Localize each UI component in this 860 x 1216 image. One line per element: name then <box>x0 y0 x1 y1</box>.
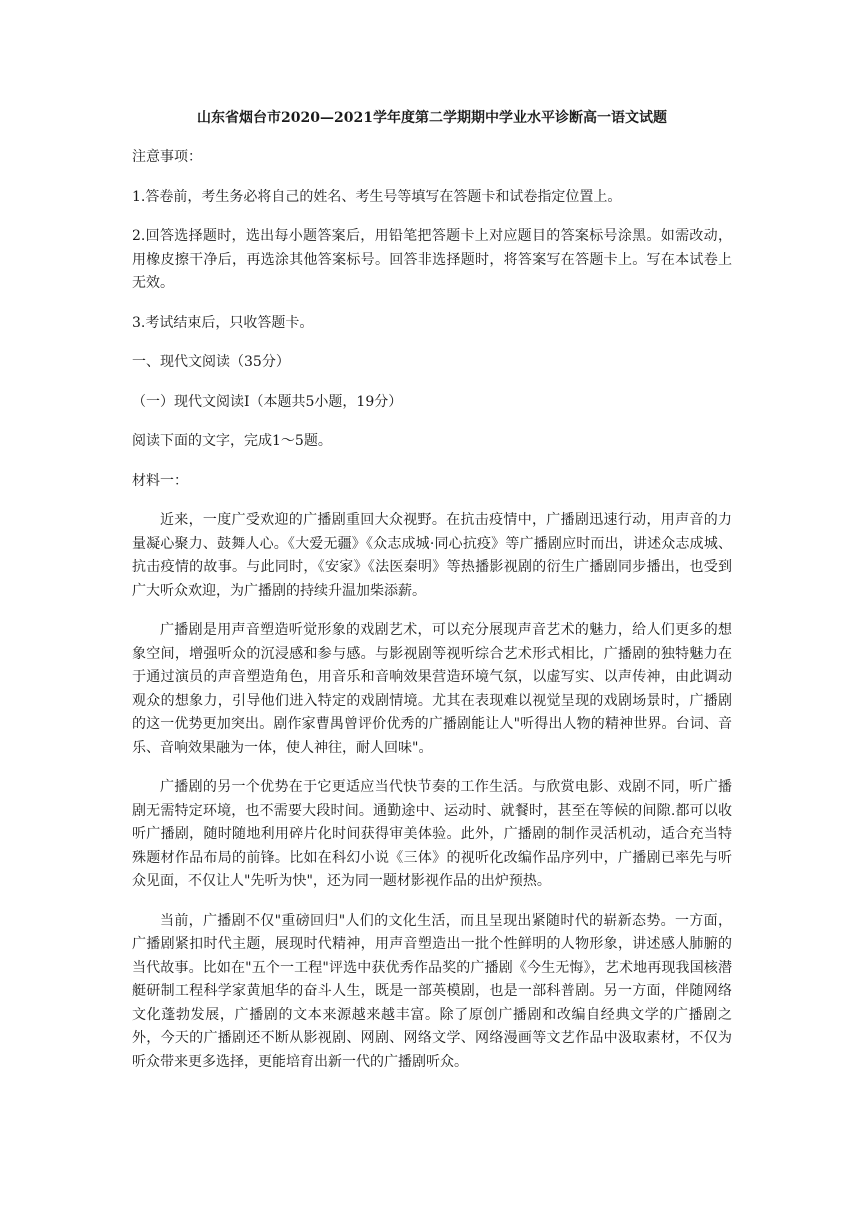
notice-item-3: 3.考试结束后，只收答题卡。 <box>132 314 314 331</box>
notice-item-1: 1.答卷前，考生务必将自己的姓名、考生号等填写在答题卡和试卷指定位置上。 <box>132 188 622 205</box>
exam-title: 山东省烟台市2020—2021学年度第二学期期中学业水平诊断高一语文试题 <box>197 110 667 126</box>
exam-page <box>132 96 732 1074</box>
material-label: 材料一： <box>132 472 188 489</box>
subsection-heading: （一）现代文阅读Ⅰ（本题共5小题，19分） <box>132 393 403 410</box>
body-paragraph-3: 广播剧的另一个优势在于它更适应当代快节奏的工作生活。与欣赏电影、戏剧不同，听广播剧无需特定环境，也不需要大段时间。通勤途中、运动时、就餐时，甚至在等候的间隙.都可以收听广播剧，随时随地利用碎片化时间获得审美体验。此外，广播剧的制作灵活机动，适合充当特殊题材作品布局的前锋。比如在科幻小说《三体》的视听化改编作品序列中，广播剧已率先与听众见面，不仅让人"先听为快"，还为同一题材影视作品的出炉预热。 <box>132 779 732 889</box>
reading-instruction: 阅读下面的文字，完成1～5题。 <box>132 433 332 449</box>
body-paragraph-4: 当前，广播剧不仅"重磅回归"人们的文化生活，而且呈现出紧随时代的崭新态势。一方面，广播剧紧扣时代主题，展现时代精神，用声音塑造出一批个性鲜明的人物形象，讲述感人肺腑的当代故事。比如在"五个一工程"评选中获优秀作品奖的广播剧《今生无悔》，艺术地再现我国核潜艇研制工程科学家黄旭华的奋斗人生，既是一部英模剧，也是一部科普剧。另一方面，伴随网络文化蓬勃发展，广播剧的文本来源越来越丰富。除了原创广播剧和改编自经典文学的广播剧之外，今天的广播剧还不断从影视剧、网剧、网络文学、网络漫画等文艺作品中汲取素材，不仅为听众带来更多选择，更能培育出新一代的广播剧听众。 <box>132 912 732 1070</box>
body-paragraph-2: 广播剧是用声音塑造听觉形象的戏剧艺术，可以充分展现声音艺术的魅力，给人们更多的想象空间，增强听众的沉浸感和参与感。与影视剧等视听综合艺术形式相比，广播剧的独特魅力在于通过演员的声音塑造角色，用音乐和音响效果营造环境气氛，以虚写实、以声传神，由此调动观众的想象力，引导他们进入特定的戏剧情境。尤其在表现难以视觉呈现的戏剧场景时，广播剧的这一优势更加突出。剧作家曹禺曾评价优秀的广播剧能让人"听得出人物的精神世界。台词、音乐、音响效果融为一体，使人神往，耐人回味"。 <box>132 622 732 756</box>
body-paragraph-1: 近来，一度广受欢迎的广播剧重回大众视野。在抗击疫情中，广播剧迅速行动，用声音的力量凝心聚力、鼓舞人心。《大爱无疆》《众志成城·同心抗疫》等广播剧应时而出，讲述众志成城、抗击疫情的故事。与此同时，《安家》《法医秦明》等热播影视剧的衍生广播剧同步播出，也受到广大听众欢迎，为广播剧的持续升温加柴添薪。 <box>132 512 732 599</box>
notice-heading: 注意事项： <box>132 149 202 165</box>
section-heading: 一、现代文阅读（35分） <box>132 354 290 370</box>
notice-item-2: 2.回答选择题时，选出每小题答案后，用铅笔把答题卡上对应题目的答案标号涂黑。如需改动，用橡皮擦干净后，再选涂其他答案标号。回答非选择题时，将答案写在答题卡上。写在本试卷上无效。 <box>132 228 732 291</box>
